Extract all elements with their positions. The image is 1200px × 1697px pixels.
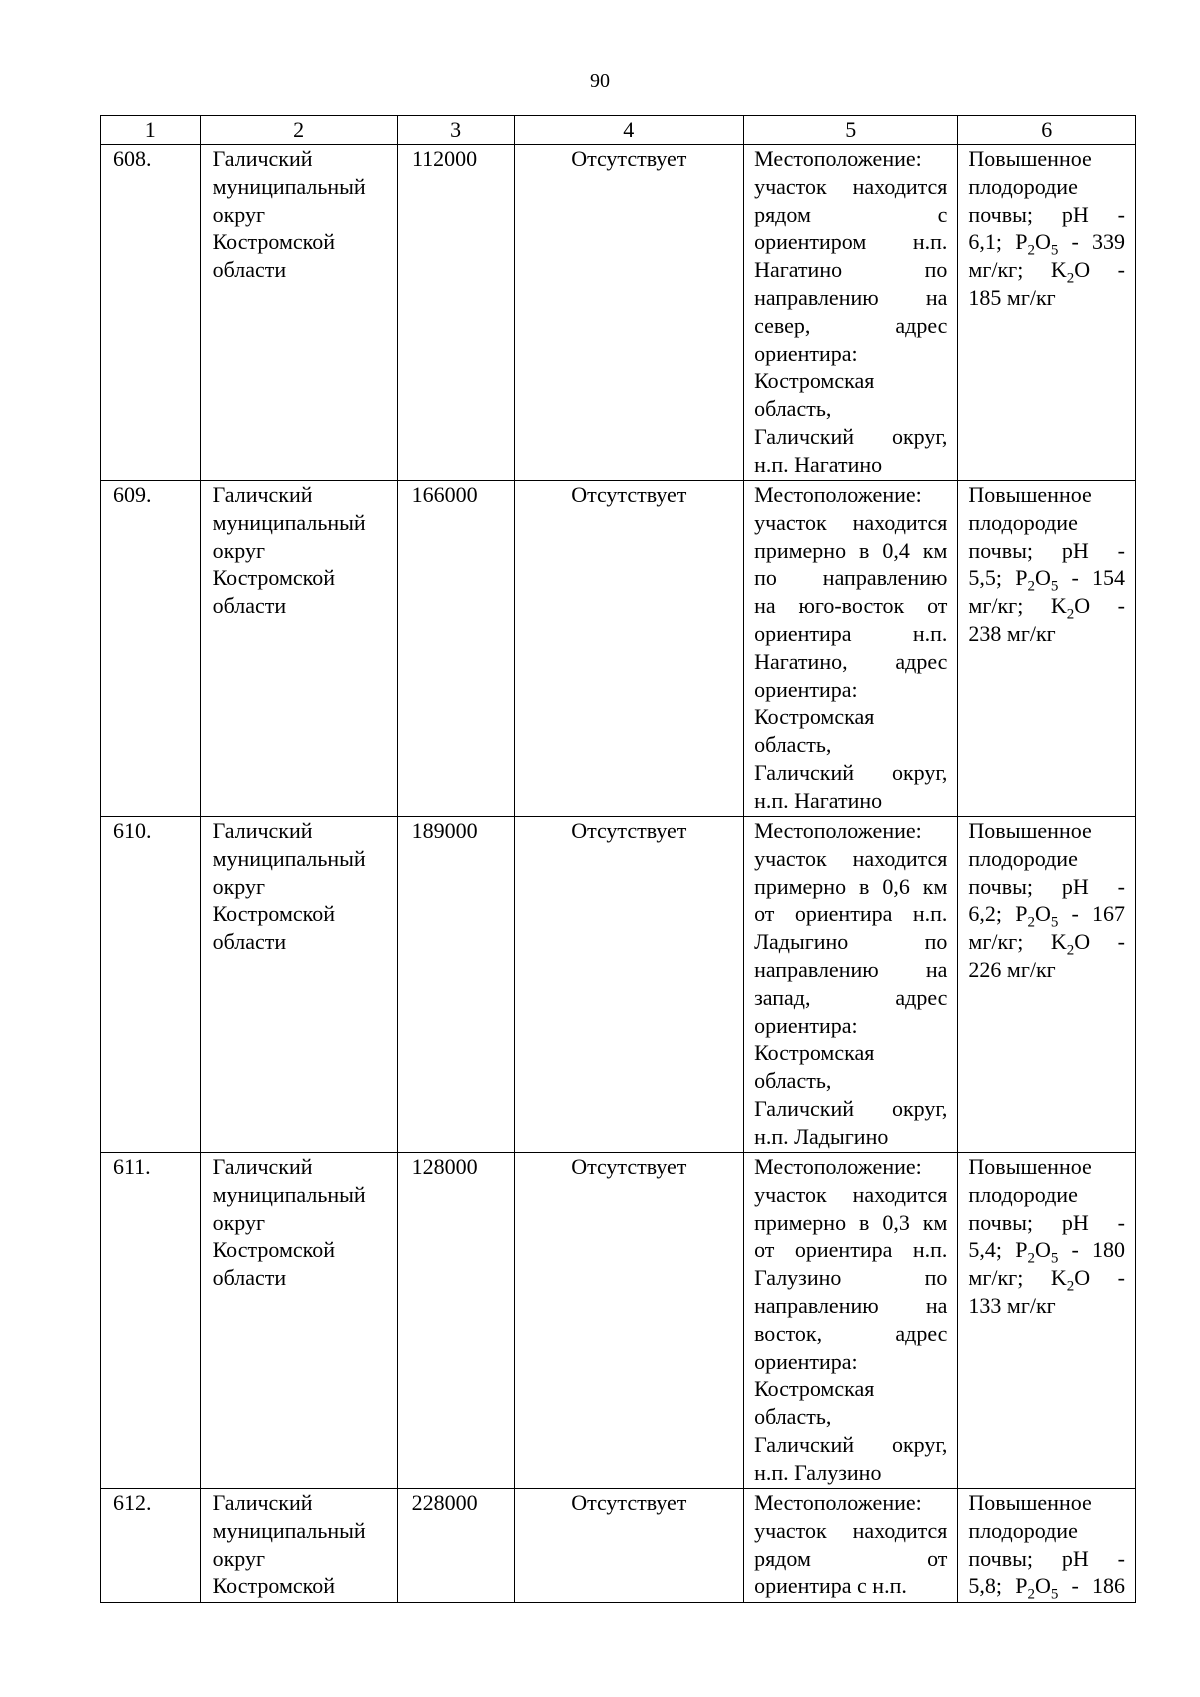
table-row bbox=[101, 817, 1136, 1153]
location-line: примерно в 0,6 км bbox=[754, 873, 948, 899]
location-line: ориентира н.п. bbox=[754, 620, 948, 646]
owner-cell bbox=[514, 1489, 744, 1603]
location-cell bbox=[744, 1489, 958, 1603]
municipality-line: области bbox=[212, 929, 287, 955]
soil-cell bbox=[958, 481, 1136, 817]
soil-line: Повышенное bbox=[968, 1490, 1092, 1515]
soil-line: 133 мг/кг bbox=[968, 1292, 1056, 1318]
municipality-line: Галичский bbox=[212, 482, 313, 507]
table-row bbox=[101, 1153, 1136, 1489]
column-header-3: 3 bbox=[397, 116, 514, 145]
location-line: ориентира: bbox=[754, 676, 858, 702]
location-line: н.п. Нагатино bbox=[754, 787, 883, 813]
location-line: рядом с bbox=[754, 201, 948, 227]
location-line: рядом от bbox=[754, 1545, 948, 1571]
soil-line: мг/кг; $K_2O$ - bbox=[968, 1265, 1125, 1295]
owner-value: Отсутствует bbox=[571, 1490, 687, 1515]
location-line: Галичский округ, bbox=[754, 423, 948, 449]
soil-cell bbox=[958, 145, 1136, 481]
soil-line: мг/кг; $K_2O$ - bbox=[968, 257, 1125, 287]
area-value: 166000 bbox=[411, 482, 478, 507]
location-line: ориентиром н.п. bbox=[754, 229, 948, 255]
owner-cell bbox=[514, 817, 744, 1153]
row-number bbox=[101, 1489, 201, 1603]
area-cell bbox=[397, 817, 514, 1153]
location-line: Местоположение: bbox=[754, 482, 922, 507]
municipality-cell bbox=[200, 817, 397, 1153]
row-number-text: 609. bbox=[113, 482, 152, 507]
area-value: 189000 bbox=[411, 818, 478, 843]
location-line: ориентира: bbox=[754, 1012, 858, 1038]
municipality-line: области bbox=[212, 593, 287, 619]
column-header-5: 5 bbox=[744, 116, 958, 145]
row-number-text: 610. bbox=[113, 818, 152, 843]
municipality-line: муниципальный bbox=[212, 1181, 366, 1207]
area-cell bbox=[397, 481, 514, 817]
area-value: 228000 bbox=[411, 1490, 478, 1515]
location-line: участок находится bbox=[754, 1181, 948, 1207]
column-number-row bbox=[101, 116, 1136, 145]
location-line: Костромская bbox=[754, 704, 875, 730]
column-header-6: 6 bbox=[958, 116, 1136, 145]
area-value: 128000 bbox=[411, 1154, 478, 1179]
row-number-text: 608. bbox=[113, 146, 152, 171]
table-row bbox=[101, 145, 1136, 481]
land-plots-table bbox=[100, 115, 1136, 1603]
location-line: на юго-восток от bbox=[754, 593, 948, 619]
location-line: Нагатино, адрес bbox=[754, 648, 948, 674]
location-line: область, bbox=[754, 732, 832, 758]
soil-line: почвы; pH - bbox=[968, 201, 1125, 227]
soil-line: 5,4; $P_2O_5 - 180$ bbox=[968, 1237, 1125, 1267]
municipality-line: области bbox=[212, 257, 287, 283]
area-cell bbox=[397, 145, 514, 481]
location-line: н.п. Нагатино bbox=[754, 451, 883, 477]
owner-value: Отсутствует bbox=[571, 818, 687, 843]
location-cell bbox=[744, 817, 958, 1153]
owner-value: Отсутствует bbox=[571, 1154, 687, 1179]
location-line: участок находится bbox=[754, 509, 948, 535]
municipality-line: Галичский bbox=[212, 146, 313, 171]
municipality-line: Костромской bbox=[212, 901, 335, 927]
location-line: область, bbox=[754, 396, 832, 422]
soil-line: почвы; pH - bbox=[968, 1545, 1125, 1571]
soil-line: плодородие bbox=[968, 1181, 1078, 1207]
soil-line: 6,1; $P_2O_5 - 339$ bbox=[968, 229, 1125, 259]
area-cell bbox=[397, 1489, 514, 1603]
soil-cell bbox=[958, 817, 1136, 1153]
location-line: Галузино по bbox=[754, 1265, 948, 1291]
location-line: участок находится bbox=[754, 845, 948, 871]
owner-cell bbox=[514, 145, 744, 481]
location-line: Костромская bbox=[754, 368, 875, 394]
location-line: н.п. Галузино bbox=[754, 1459, 882, 1485]
soil-line: мг/кг; $K_2O$ - bbox=[968, 929, 1125, 959]
municipality-cell bbox=[200, 1489, 397, 1603]
location-line: участок находится bbox=[754, 173, 948, 199]
column-header-2: 2 bbox=[200, 116, 397, 145]
row-number-text: 611. bbox=[113, 1154, 151, 1179]
soil-line: Повышенное bbox=[968, 482, 1092, 507]
row-number bbox=[101, 145, 201, 481]
municipality-line: муниципальный bbox=[212, 509, 366, 535]
location-cell bbox=[744, 1153, 958, 1489]
area-cell bbox=[397, 1153, 514, 1489]
area-value: 112000 bbox=[411, 146, 478, 171]
location-line: Ладыгино по bbox=[754, 929, 948, 955]
location-line: Местоположение: bbox=[754, 818, 922, 843]
row-number bbox=[101, 1153, 201, 1489]
soil-cell bbox=[958, 1153, 1136, 1489]
location-line: направлению на bbox=[754, 284, 948, 310]
owner-value: Отсутствует bbox=[571, 146, 687, 171]
municipality-line: области bbox=[212, 1265, 287, 1291]
municipality-line: Галичский bbox=[212, 1154, 313, 1179]
soil-line: плодородие bbox=[968, 509, 1078, 535]
location-line: Костромская bbox=[754, 1040, 875, 1066]
soil-line: 6,2; $P_2O_5 - 167$ bbox=[968, 901, 1125, 931]
soil-line: почвы; pH - bbox=[968, 537, 1125, 563]
municipality-line: муниципальный bbox=[212, 173, 366, 199]
municipality-line: Галичский bbox=[212, 1490, 313, 1515]
column-header-1: 1 bbox=[101, 116, 201, 145]
location-line: север, адрес bbox=[754, 312, 948, 338]
location-line: Костромская bbox=[754, 1376, 875, 1402]
soil-line: Повышенное bbox=[968, 818, 1092, 843]
owner-cell bbox=[514, 481, 744, 817]
municipality-line: Галичский bbox=[212, 818, 313, 843]
location-line: Местоположение: bbox=[754, 1154, 922, 1179]
row-number bbox=[101, 817, 201, 1153]
owner-value: Отсутствует bbox=[571, 482, 687, 507]
owner-cell bbox=[514, 1153, 744, 1489]
location-line: область, bbox=[754, 1404, 832, 1430]
location-line: ориентира: bbox=[754, 340, 858, 366]
municipality-line: муниципальный bbox=[212, 845, 366, 871]
row-number-text: 612. bbox=[113, 1490, 152, 1515]
location-line: от ориентира н.п. bbox=[754, 1237, 948, 1263]
location-line: запад, адрес bbox=[754, 984, 948, 1010]
location-line: область, bbox=[754, 1068, 832, 1094]
municipality-line: округ bbox=[212, 873, 266, 899]
location-cell bbox=[744, 481, 958, 817]
location-line: от ориентира н.п. bbox=[754, 901, 948, 927]
municipality-line: Костромской bbox=[212, 1573, 335, 1599]
soil-line: почвы; pH - bbox=[968, 1209, 1125, 1235]
location-line: Галичский округ, bbox=[754, 759, 948, 785]
column-header-4: 4 bbox=[514, 116, 744, 145]
location-line: примерно в 0,3 км bbox=[754, 1209, 948, 1235]
location-line: направлению на bbox=[754, 1292, 948, 1318]
municipality-cell bbox=[200, 481, 397, 817]
location-line: восток, адрес bbox=[754, 1320, 948, 1346]
municipality-line: Костромской bbox=[212, 565, 335, 591]
location-line: по направлению bbox=[754, 565, 948, 591]
soil-line: плодородие bbox=[968, 845, 1078, 871]
soil-line: 238 мг/кг bbox=[968, 620, 1056, 646]
municipality-line: округ bbox=[212, 1545, 266, 1571]
municipality-line: округ bbox=[212, 537, 266, 563]
municipality-line: округ bbox=[212, 201, 266, 227]
soil-cell bbox=[958, 1489, 1136, 1603]
soil-line: 185 мг/кг bbox=[968, 284, 1056, 310]
municipality-line: Костромской bbox=[212, 229, 335, 255]
soil-line: 5,8; $P_2O_5 - 186$ bbox=[968, 1573, 1125, 1603]
location-line: ориентира: bbox=[754, 1348, 858, 1374]
soil-line: плодородие bbox=[968, 173, 1078, 199]
soil-line: плодородие bbox=[968, 1517, 1078, 1543]
row-number bbox=[101, 481, 201, 817]
municipality-line: Костромской bbox=[212, 1237, 335, 1263]
soil-line: Повышенное bbox=[968, 1154, 1092, 1179]
location-line: примерно в 0,4 км bbox=[754, 537, 948, 563]
municipality-line: муниципальный bbox=[212, 1517, 366, 1543]
page-number: 90 bbox=[590, 70, 610, 92]
soil-line: мг/кг; $K_2O$ - bbox=[968, 593, 1125, 623]
soil-line: 5,5; $P_2O_5 - 154$ bbox=[968, 565, 1125, 595]
location-line: н.п. Ладыгино bbox=[754, 1123, 889, 1149]
location-cell bbox=[744, 145, 958, 481]
soil-line: 226 мг/кг bbox=[968, 956, 1056, 982]
location-line: Местоположение: bbox=[754, 1490, 922, 1515]
location-line: направлению на bbox=[754, 956, 948, 982]
municipality-line: округ bbox=[212, 1209, 266, 1235]
location-line: участок находится bbox=[754, 1517, 948, 1543]
location-line: Нагатино по bbox=[754, 257, 948, 283]
table-row bbox=[101, 481, 1136, 817]
location-line: ориентира с н.п. bbox=[754, 1573, 907, 1599]
municipality-cell bbox=[200, 1153, 397, 1489]
soil-line: почвы; pH - bbox=[968, 873, 1125, 899]
location-line: Галичский округ, bbox=[754, 1095, 948, 1121]
municipality-cell bbox=[200, 145, 397, 481]
soil-line: Повышенное bbox=[968, 146, 1092, 171]
table-row bbox=[101, 1489, 1136, 1603]
location-line: Галичский округ, bbox=[754, 1431, 948, 1457]
location-line: Местоположение: bbox=[754, 146, 922, 171]
